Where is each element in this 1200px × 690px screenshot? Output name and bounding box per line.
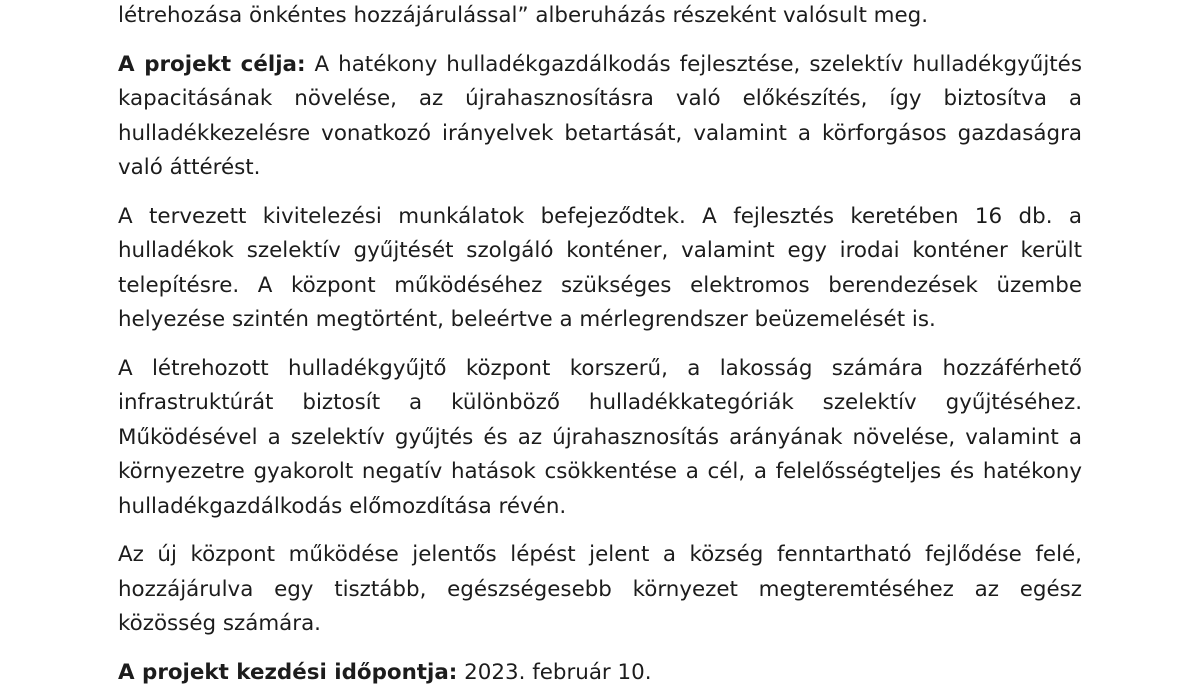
- project-start-label: A projekt kezdési időpontja:: [118, 660, 457, 685]
- development-paragraph: Az új központ működése jelentős lépést jelent a község fenntartható fejlődése felé, hozzájárulva egy tisztább, egészségesebb környezet megteremtéséhez az egész közösség számára.: [118, 538, 1082, 642]
- project-goal-label: A projekt célja:: [118, 52, 306, 77]
- project-goal-text: A hatékony hulladékgazdálkodás fejlesztése, szelektív hulladékgyűjtés kapacitásának növelése, az újrahasznosításra való előkészítés, így biztosítva a hulladékkezelésre vonatkozó irányelvek betartását, valamint a körforgásos gazdaságra való áttérést.: [118, 52, 1082, 181]
- project-goal-paragraph: [118, 48, 1082, 186]
- document-body: [118, 0, 1082, 690]
- intro-tail-paragraph: létrehozása önkéntes hozzájárulással” alberuházás részeként valósult meg.: [118, 0, 1082, 34]
- project-start-date: 2023. február 10.: [464, 660, 651, 685]
- center-paragraph: A létrehozott hulladékgyűjtő központ korszerű, a lakosság számára hozzáférhető infrastruktúrát biztosít a különböző hulladékkategóriák szelektív gyűjtéséhez. Működésével a szelektív gyűjtés és az újrahasznosítás arányának növelése, valamint a környezetre gyakorolt negatív hatások csökkentése a cél, a felelősségteljes és hatékony hulladékgazdálkodás előmozdítása révén.: [118, 352, 1082, 525]
- works-paragraph: A tervezett kivitelezési munkálatok befejeződtek. A fejlesztés keretében 16 db. a hulladékok szelektív gyűjtését szolgáló konténer, valamint egy irodai konténer került telepítésre. A központ működéséhez szükséges elektromos berendezések üzembe helyezése szintén megtörtént, beleértve a mérlegrendszer beüzemelését is.: [118, 200, 1082, 338]
- project-start-paragraph: [118, 656, 1082, 690]
